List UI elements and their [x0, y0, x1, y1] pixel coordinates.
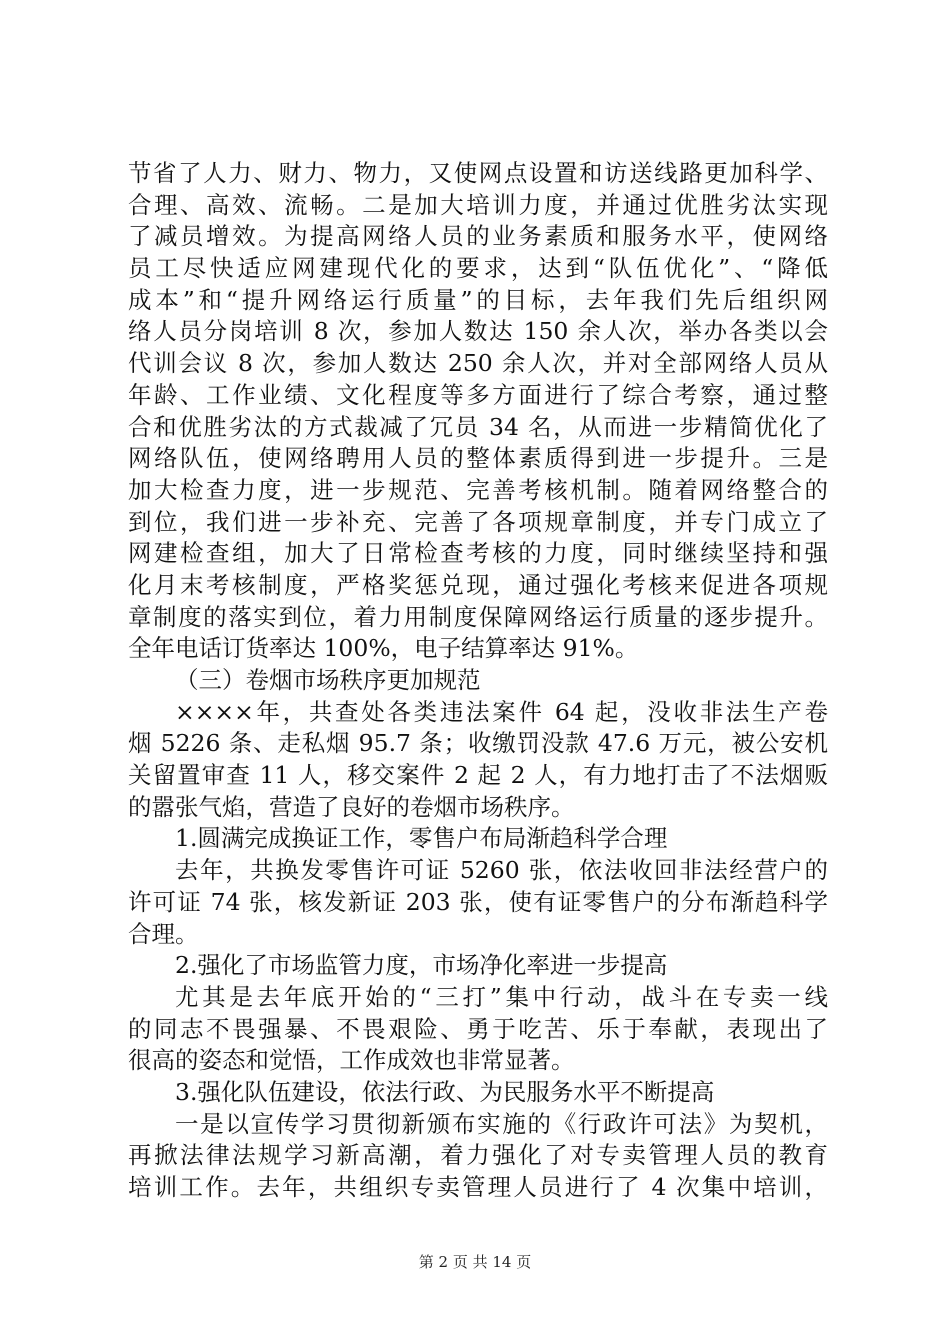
text-line: 网络队伍，使网络聘用人员的整体素质得到进一步提升。三是	[128, 444, 828, 473]
text-line: 化月末考核制度，严格奖惩兑现，通过强化考核来促进各项规	[128, 570, 828, 599]
text-line: 去年，共换发零售许可证 5260 张，依法收回非法经营户的	[175, 856, 828, 885]
text-line: 了减员增效。为提高网络人员的业务素质和服务水平，使网络	[128, 222, 828, 251]
text-line: 尤其是去年底开始的“三打”集中行动，战斗在专卖一线	[175, 982, 828, 1011]
text-line: 网建检查组，加大了日常检查考核的力度，同时继续坚持和强	[128, 539, 828, 568]
text-line: 再掀法律法规学习新高潮，着力强化了对专卖管理人员的教育	[128, 1141, 828, 1170]
text-line: 络人员分岗培训 8 次，参加人数达 150 余人次，举办各类以会	[128, 317, 828, 346]
document-body	[128, 158, 828, 1204]
text-line: 章制度的落实到位，着力用制度保障网络运行质量的逐步提升。	[128, 602, 828, 631]
text-line: 加大检查力度，进一步规范、完善考核机制。随着网络整合的	[128, 475, 828, 504]
text-line: 的嚣张气焰，营造了良好的卷烟市场秩序。	[128, 792, 575, 821]
text-line: 许可证 74 张，核发新证 203 张，使有证零售户的分布渐趋科学	[128, 887, 828, 916]
text-line: 合和优胜劣汰的方式裁减了冗员 34 名，从而进一步精简优化了	[128, 412, 828, 441]
text-line: 全年电话订货率达 100%，电子结算率达 91%。	[128, 634, 639, 663]
text-line: 关留置审查 11 人，移交案件 2 起 2 人，有力地打击了不法烟贩	[128, 761, 828, 790]
text-line: 的同志不畏强暴、不畏艰险、勇于吃苦、乐于奉献，表现出了	[128, 1014, 828, 1043]
text-line: 员工尽快适应网建现代化的要求，达到“队伍优化”、“降低	[128, 254, 828, 283]
text-line: （三）卷烟市场秩序更加规范	[175, 666, 481, 694]
text-line: 到位，我们进一步补充、完善了各项规章制度，并专门成立了	[128, 507, 828, 536]
text-line: 一是以宣传学习贯彻新颁布实施的《行政许可法》为契机，	[175, 1109, 828, 1138]
text-line: 年龄、工作业绩、文化程度等多方面进行了综合考察，通过整	[128, 380, 828, 409]
page-footer: 第 2 页 共 14 页	[418, 1253, 532, 1271]
text-line: 1.圆满完成换证工作，零售户布局渐趋科学合理	[175, 824, 668, 853]
text-line: 烟 5226 条、走私烟 95.7 条；收缴罚没款 47.6 万元，被公安机	[128, 729, 828, 758]
text-line: ××××年，共查处各类违法案件 64 起，没收非法生产卷	[175, 697, 828, 726]
text-line: 节省了人力、财力、物力，又使网点设置和访送线路更加科学、	[128, 159, 828, 187]
text-line: 2.强化了市场监管力度，市场净化率进一步提高	[175, 951, 668, 980]
text-line: 培训工作。去年，共组织专卖管理人员进行了 4 次集中培训，	[128, 1173, 828, 1201]
text-line: 成本”和“提升网络运行质量”的目标，去年我们先后组织网	[128, 285, 828, 314]
text-line: 代训会议 8 次，参加人数达 250 余人次，并对全部网络人员从	[128, 349, 828, 378]
text-line: 合理、高效、流畅。二是加大培训力度，并通过优胜劣汰实现	[128, 190, 828, 219]
text-line: 很高的姿态和觉悟，工作成效也非常显著。	[128, 1046, 575, 1075]
text-line: 3.强化队伍建设，依法行政、为民服务水平不断提高	[175, 1077, 715, 1106]
text-line: 合理。	[128, 919, 199, 948]
